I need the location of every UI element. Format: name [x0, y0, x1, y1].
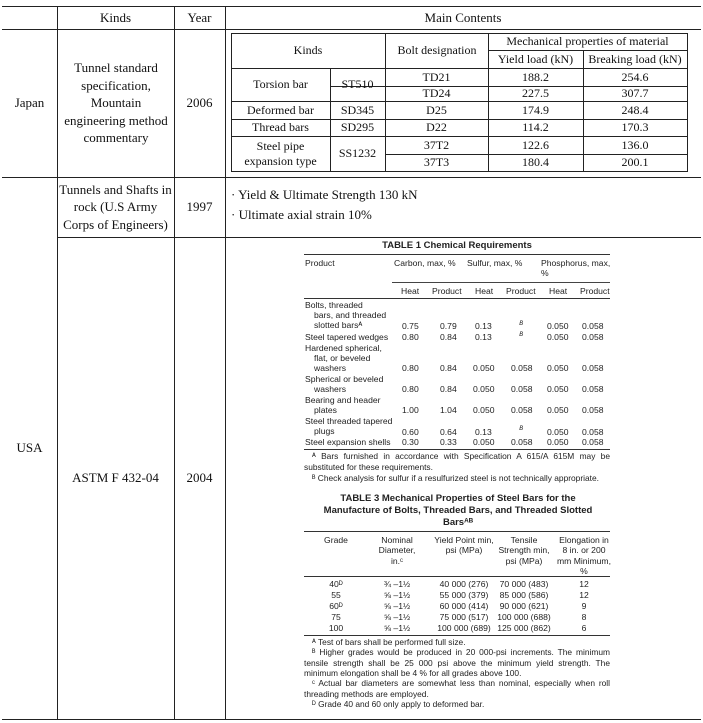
table3-col-yield: Yield Point min, psi (MPa) [434, 535, 494, 556]
japan-row-yield: 114.2 [522, 120, 549, 135]
header-year: Year [187, 9, 212, 25]
table1-cell: 0.058 [582, 427, 604, 437]
table1-sub-product: Product [580, 286, 610, 296]
table3-col-grade: Grade [324, 535, 348, 545]
table1-cell: 0.050 [547, 332, 569, 342]
table1-cell: 0.60 [402, 427, 419, 437]
japan-row-break: 254.6 [621, 69, 649, 84]
japan-row-yield: 188.2 [522, 69, 549, 84]
table1-cell: 0.80 [402, 332, 419, 342]
table3-footnote-b: ᴮ Higher grades would be produced in 20 000-psi increments. The minimum tensile strength shall be 25 000 psi above the minimum yield strength. The minimum elongation shall be 4 % for all grades above 100. [304, 647, 610, 678]
japan-row-kind: Thread bars [252, 120, 309, 135]
table3-cell: 125 000 (862) [497, 623, 551, 633]
table1-cell: 0.058 [511, 384, 533, 394]
table3-cell: 70 000 (483) [499, 579, 549, 589]
japan-row-yield: 180.4 [522, 155, 549, 170]
table3-col-diameter: Nominal Diameter, in.ᶜ [378, 535, 416, 566]
table3-footnote-a: ᴬ Test of bars shall be performed full size. [312, 637, 466, 647]
table1-footnote-b: ᴮ Check analysis for sulfur if a resulfurized steel is not technically appropriate. [312, 473, 599, 483]
table1-cell: 0.33 [440, 437, 457, 447]
table1-col-phosphorus: Phosphorus, max, % [541, 258, 611, 279]
japan-kind: Tunnel standard specification, Mountain engineering method commentary [64, 60, 168, 146]
table3-cell: 55 000 (379) [439, 590, 489, 600]
table1-row-label: flat, or beveled [314, 353, 371, 363]
table1-title: TABLE 1 Chemical Requirements [382, 240, 532, 251]
table1-row-label: Steel tapered wedges [305, 332, 389, 342]
japan-year: 2006 [186, 95, 213, 111]
japan-row-break: 307.7 [621, 86, 649, 101]
table1-cell: 0.058 [582, 405, 604, 415]
table1-cell: 0.64 [440, 427, 457, 437]
table3-col-tensile: Tensile Strength min, psi (MPa) [498, 535, 550, 566]
table3-cell: 6 [581, 623, 587, 633]
astm-kind: ASTM F 432-04 [72, 470, 159, 486]
japan-inner-break-header: Breaking load (kN) [588, 51, 682, 66]
table1-row-label: Steel threaded tapered [305, 416, 393, 426]
table1-sub-heat: Heat [549, 286, 568, 296]
japan-row-code: SD295 [340, 120, 375, 135]
japan-row-kind: Deformed bar [247, 102, 314, 117]
army-bullet-yield: · Yield & Ultimate Strength 130 kN [231, 187, 418, 202]
table3-cell: 9 [581, 601, 587, 611]
japan-row-yield: 227.5 [522, 86, 549, 101]
table1-cell: 0.79 [440, 321, 457, 331]
table3-cell: 8 [581, 612, 587, 622]
country-japan: Japan [14, 95, 45, 111]
table3-cell: 85 000 (586) [499, 590, 549, 600]
table1-row-label: plates [314, 405, 337, 415]
table1-cell: 0.13 [475, 427, 492, 437]
table1-row-label: bars, and threaded [314, 310, 387, 320]
table1-cell: 0.058 [582, 384, 604, 394]
table1-col-sulfur: Sulfur, max, % [467, 258, 523, 268]
table1-cell: 1.00 [402, 405, 419, 415]
table1-row-label: Steel expansion shells [305, 437, 391, 447]
table1-cell: 0.058 [582, 332, 604, 342]
header-main-contents: Main Contents [424, 9, 502, 25]
table1-cell: 0.80 [402, 384, 419, 394]
table1-cell: ᴮ [519, 319, 523, 329]
japan-row-break: 248.4 [621, 102, 649, 117]
table1-cell: 0.050 [473, 437, 495, 447]
table1-cell: ᴮ [519, 330, 523, 340]
table3-cell: ⅝ –1½ [383, 612, 411, 622]
table3-title: TABLE 3 Mechanical Properties of Steel Bars for the Manufacture of Bolts, Threaded Bars, and Threaded Slotted Barsᴬᴮ [323, 493, 593, 528]
army-bullet-strain: · Ultimate axial strain 10% [231, 207, 372, 222]
table3-cell: 90 000 (621) [499, 601, 549, 611]
japan-row-code: SS1232 [338, 146, 377, 161]
table3-cell: 75 000 (517) [439, 612, 489, 622]
table3-cell: 55 [331, 590, 341, 600]
table3-footnote-c: ᶜ Actual bar diameters are somewhat less than nominal, especially when roll threading methods are employed. [304, 678, 610, 699]
table1-cell: 0.84 [440, 363, 457, 373]
header-kinds: Kinds [99, 9, 132, 25]
table1-sub-heat: Heat [475, 286, 494, 296]
table1-sub-heat: Heat [401, 286, 420, 296]
table1-cell: 0.050 [473, 363, 495, 373]
army-kind: Tunnels and Shafts in rock (U.S Army Corps of Engineers) [59, 181, 172, 232]
table1-row-label: Spherical or beveled [305, 374, 384, 384]
japan-row-bolt: TD24 [422, 86, 451, 101]
table1-cell: 0.050 [547, 405, 569, 415]
table1-row-label: slotted barsᴬ [314, 320, 363, 330]
table1-cell: 0.050 [547, 384, 569, 394]
table1-cell: 0.058 [582, 437, 604, 447]
table1-cell: 0.80 [402, 363, 419, 373]
table1-cell: 0.058 [511, 405, 533, 415]
table1-cell: ᴮ [519, 424, 523, 434]
table1-cell: 0.058 [582, 363, 604, 373]
japan-row-kind: Steel pipe expansion type [244, 139, 317, 168]
table1-cell: 0.30 [402, 437, 419, 447]
table3-footnote-d: ᴰ Grade 40 and 60 only apply to deformed bar. [312, 699, 485, 709]
army-year: 1997 [186, 199, 213, 215]
table3-cell: 40ᴰ [329, 579, 343, 589]
table3-cell: 100 000 (689) [437, 623, 491, 633]
table1-cell: 0.058 [511, 363, 533, 373]
table1-cell: 0.13 [475, 321, 492, 331]
japan-row-yield: 174.9 [522, 102, 549, 117]
table3-cell: 40 000 (276) [439, 579, 489, 589]
table1-cell: 0.75 [402, 321, 419, 331]
japan-row-break: 200.1 [621, 155, 649, 170]
japan-row-bolt: D22 [426, 120, 447, 135]
japan-inner-bolt-header: Bolt designation [397, 43, 477, 58]
table1-cell: 1.04 [440, 405, 457, 415]
japan-row-bolt: D25 [426, 102, 447, 117]
table1-row-label: washers [314, 363, 346, 373]
table3-cell: ⅝ –1½ [383, 623, 411, 633]
table1-row-label: washers [314, 384, 346, 394]
table1-row-label: plugs [314, 426, 335, 436]
table1-row-label: Bolts, threaded [305, 300, 363, 310]
table3-cell: 12 [579, 579, 589, 589]
japan-row-bolt: TD21 [422, 69, 451, 84]
japan-inner-mech-header: Mechanical properties of material [506, 34, 669, 49]
japan-inner-kinds-header: Kinds [293, 43, 323, 58]
table1-cell: 0.050 [547, 363, 569, 373]
japan-row-bolt: 37T3 [423, 155, 450, 170]
japan-row-bolt: 37T2 [423, 137, 450, 152]
table1-footnote-a: ᴬ Bars furnished in accordance with Specification A 615/A 615M may be substituted for these requirements. [304, 451, 610, 472]
country-usa: USA [16, 440, 43, 456]
table1-cell: 0.13 [475, 332, 492, 342]
table3-cell: ⅝ –1½ [383, 601, 411, 611]
table3-cell: 100 000 (688) [497, 612, 551, 622]
table1-cell: 0.84 [440, 384, 457, 394]
table3-cell: 75 [331, 612, 341, 622]
table1-cell: 0.050 [547, 321, 569, 331]
japan-row-yield: 122.6 [522, 137, 549, 152]
table3-cell: 100 [328, 623, 344, 633]
table3-cell: ⅝ –1½ [383, 590, 411, 600]
astm-year: 2004 [186, 470, 213, 486]
japan-row-kind: Torsion bar [253, 77, 308, 92]
table1-sub-product: Product [432, 286, 462, 296]
table3-cell: 12 [579, 590, 589, 600]
table1-col-carbon: Carbon, max, % [394, 258, 456, 268]
table1-cell: 0.058 [511, 437, 533, 447]
japan-row-break: 136.0 [621, 137, 649, 152]
japan-row-break: 170.3 [621, 120, 649, 135]
table1-col-product: Product [305, 258, 335, 268]
table3-col-elongation: Elongation in 8 in. or 200 mm Minimum, % [557, 535, 611, 577]
table1-cell: 0.050 [473, 405, 495, 415]
table1-cell: 0.050 [547, 427, 569, 437]
table1-cell: 0.050 [473, 384, 495, 394]
table1-row-label: Hardened spherical, [305, 343, 382, 353]
japan-inner-yield-header: Yield load (kN) [497, 51, 574, 66]
table1-sub-product: Product [506, 286, 536, 296]
japan-row-code: SD345 [340, 102, 375, 117]
table3-cell: 60ᴰ [329, 601, 343, 611]
table3-cell: 60 000 (414) [439, 601, 489, 611]
table1-cell: 0.058 [582, 321, 604, 331]
table1-cell: 0.84 [440, 332, 457, 342]
table1-row-label: Bearing and header [305, 395, 381, 405]
table3-cell: ¾ –1½ [383, 579, 411, 589]
japan-row-code: ST510 [341, 77, 374, 92]
table1-cell: 0.050 [547, 437, 569, 447]
